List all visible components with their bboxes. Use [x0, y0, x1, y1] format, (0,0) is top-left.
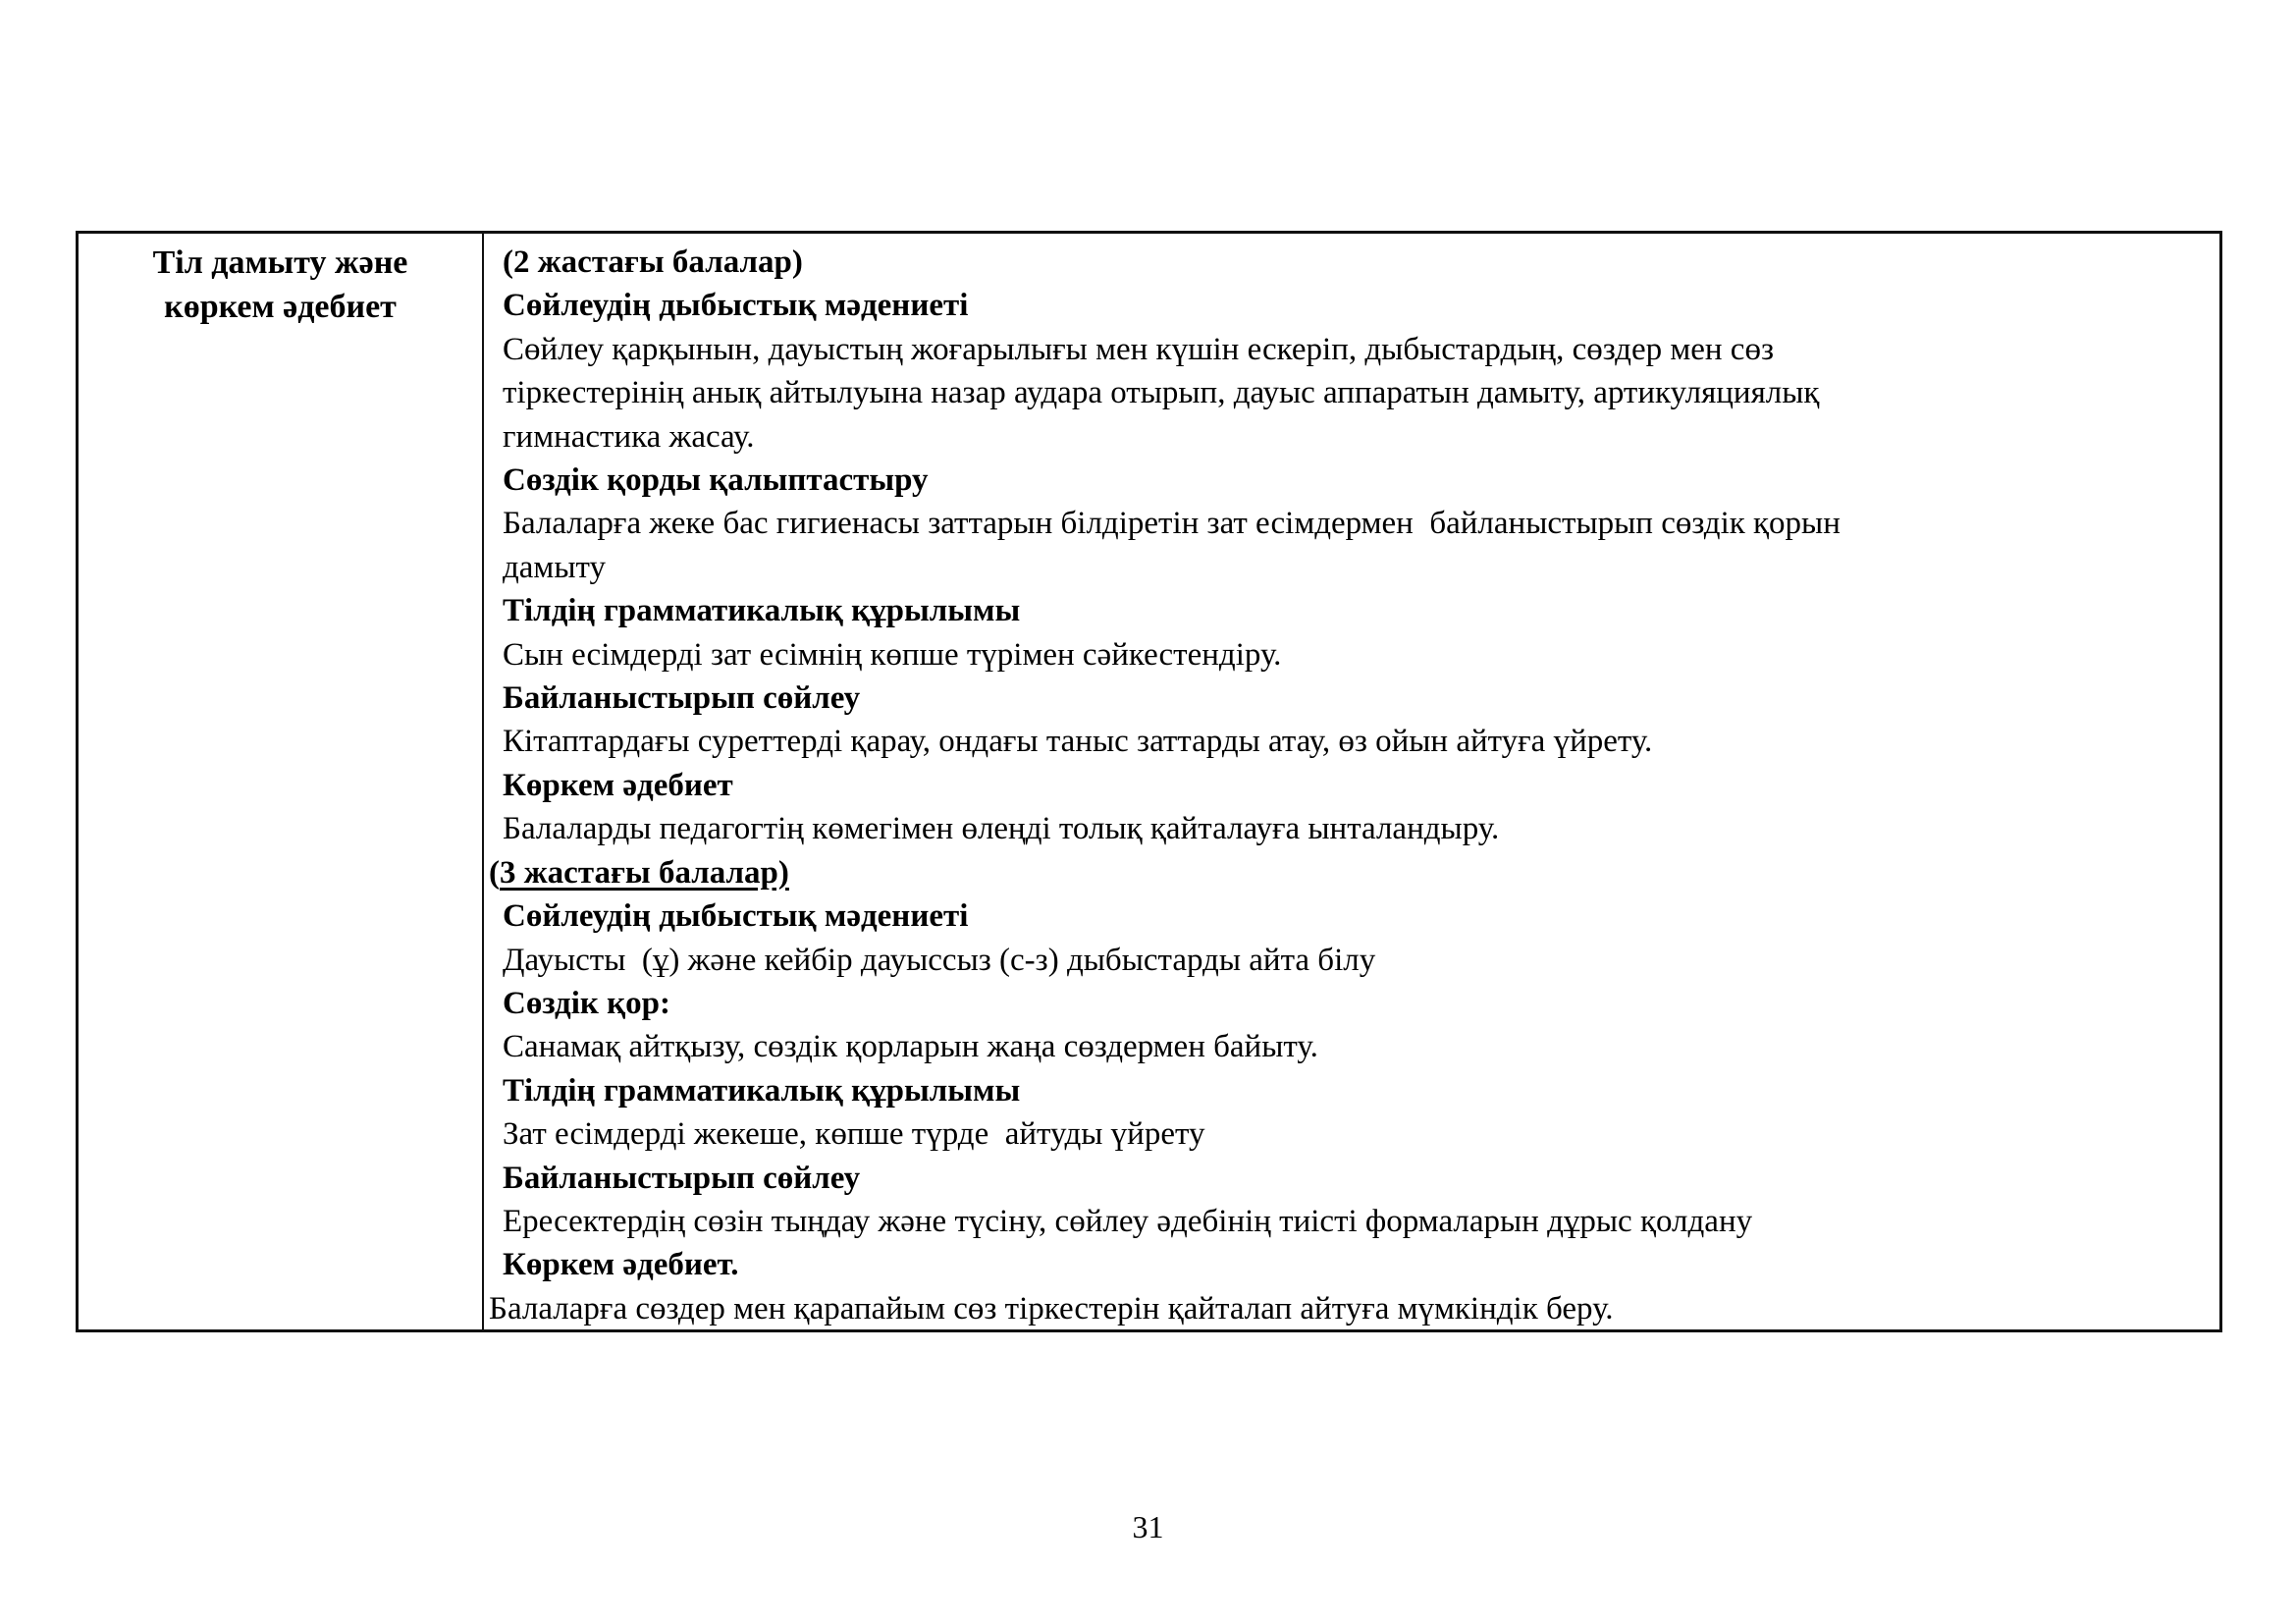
content-line: (2 жастағы балалар) — [503, 244, 803, 280]
content-line: Тілдің грамматикалық құрылымы — [503, 1072, 1021, 1109]
content-lines — [489, 241, 2214, 1329]
content-line: Байланыстырып сөйлеу — [503, 680, 861, 717]
content-line: Балаларды педагогтің көмегімен өлеңді толық қайталауға ынталандыру. — [503, 811, 1500, 847]
content-line: Сөйлеудің дыбыстық мәдениеті — [503, 898, 969, 935]
content-line: Санамақ айтқызу, сөздік қорларын жаңа сөздермен байыту. — [503, 1029, 1318, 1065]
subject-header-line-1: Тіл дамыту және — [152, 244, 408, 281]
subject-header-line-2: көркем әдебиет — [164, 289, 397, 325]
paren-prefix: ( — [489, 854, 500, 891]
page-number: 31 — [1132, 1509, 1164, 1544]
content-line: Дауысты (ұ) және кейбір дауыссыз (с-з) дыбыстарды айта білу — [503, 942, 1376, 978]
subject-header-cell — [79, 234, 484, 1329]
curriculum-content-cell — [484, 234, 2219, 1329]
content-line: Тілдің грамматикалық құрылымы — [503, 593, 1021, 629]
content-line: Зат есімдерді жекеше, көпше түрде айтуды үйрету — [503, 1116, 1205, 1153]
content-line: Ересектердің сөзін тыңдау және түсіну, сөйлеу әдебінің тиісті формаларын дұрыс қолдану — [503, 1203, 1753, 1239]
content-line: Сөйлеу қарқынын, дауыстың жоғарылығы мен күшін ескеріп, дыбыстардың, сөздер мен сөз — [503, 331, 1774, 367]
underlined-text: 3 жастағы балалар) — [500, 854, 789, 891]
content-line: Балаларға жеке бас гигиенасы заттарын білдіретін зат есімдермен байланыстырып сөздік қорын — [503, 506, 1841, 542]
content-line: Сөйлеудің дыбыстық мәдениеті — [503, 288, 969, 324]
content-line: Балаларға сөздер мен қарапайым сөз тіркестерін қайталап айтуға мүмкіндік беру. — [489, 1290, 1614, 1326]
content-line: тіркестерінің анық айтылуына назар аудара отырып, дауыс аппаратын дамыту, артикуляциялық — [503, 375, 1820, 411]
content-line: Кітаптардағы суреттерді қарау, ондағы таныс заттарды атау, өз ойын айтуға үйрету. — [503, 724, 1653, 760]
content-line: Сын есімдерді зат есімнің көпше түрімен сәйкестендіру. — [503, 636, 1282, 673]
content-line: Сөздік қор: — [503, 985, 670, 1021]
content-line — [489, 851, 2214, 894]
content-line: Сөздік қорды қалыптастыру — [503, 462, 929, 499]
curriculum-table — [76, 231, 2222, 1332]
content-line: дамыту — [503, 549, 606, 585]
content-line: Көркем әдебиет — [503, 767, 733, 803]
content-line: гимнастика жасау. — [503, 418, 755, 455]
content-line: Көркем әдебиет. — [503, 1247, 739, 1283]
content-line: Байланыстырып сөйлеу — [503, 1160, 861, 1196]
